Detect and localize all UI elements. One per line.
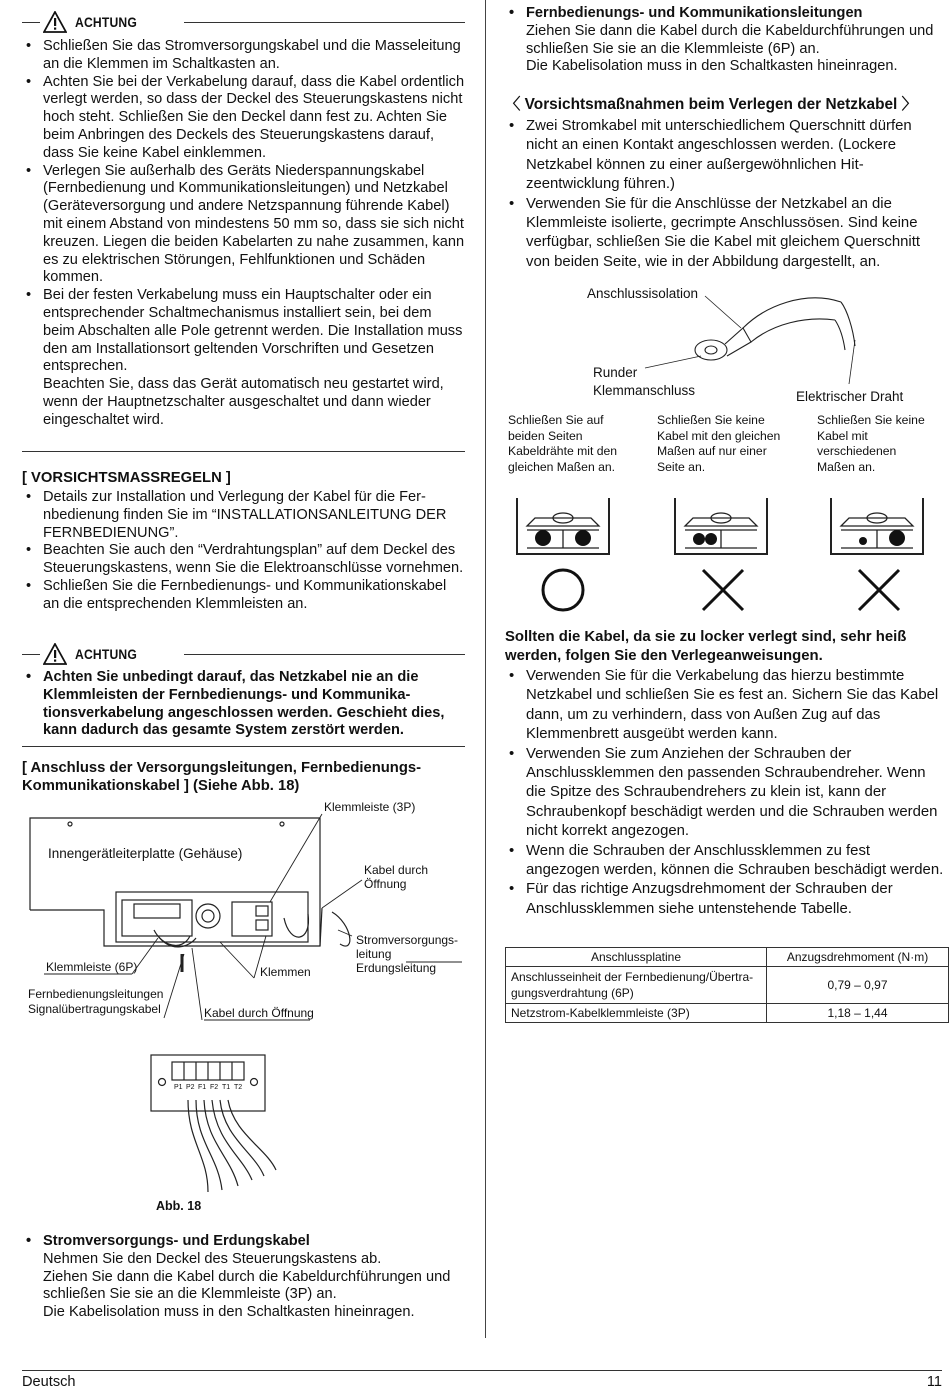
figure-label-fern-1: Fernbedienungsleitungen [28,987,164,1001]
table-cell: 1,18 – 1,44 [767,1004,949,1023]
terminal-labels [174,1084,242,1091]
terminal-label-t1: T1 [222,1084,231,1091]
figure-label-6p: Klemmleiste (6P) [46,960,138,974]
remote-line: Ziehen Sie dann die Kabel durch die Kabeldurchführungen und schließen Sie sie an die Klemmleiste (6P) an. [526,22,934,57]
figure-label-strom-2: leitung [356,947,392,961]
hot-list [505,667,945,919]
table-row [506,1004,949,1023]
list-item: • Schließen Sie das Stromversorgungskabel und die Masseleitung an die Klemmen im Schaltkasten an. [22,38,465,74]
precautions-list [22,489,465,614]
divider [22,451,465,452]
terminal-strip-diagram [148,1052,298,1202]
divider [22,746,465,747]
power-line: Nehmen Sie den Deckel des Steuerungskastens ab. [43,1250,382,1267]
figure-18-diagram [22,796,465,1032]
warning-triangle-icon [43,643,67,665]
list-item: • Zwei Stromkabel mit unterschiedlichem Querschnitt dürfen nicht an einen Kontakt angeschlossen werden. (Lockere Netzkabel können zu einer außergewöhnlichen Hitzeentwicklung führen.) [505,117,945,195]
power-title: • Stromversorgungs- und Erdungskabel [22,1233,465,1251]
figure-label-klemmen: Klemmen [260,965,311,979]
figure-label-kabel-durch-1: Kabel durch [364,863,429,877]
hot-heading: Sollten die Kabel, da sie zu locker verlegt sind, sehr heiß werden, folgen Sie den Verlegeanweisungen. [505,629,907,665]
figure-caption: Abb. 18 [156,1199,202,1213]
list-item: • Verwenden Sie zum Anziehen der Schrauben der Anschlussklemmen den passenden Schraubendreher. Wenn die Spitze des Schraubendrehers zu klein ist, kann der Schraubenkopf beschädigt werden und die Schrauben werden nicht korrekt angezogen. [505,745,945,842]
list-item: • Verlegen Sie außerhalb des Geräts Niederspannungskabel (Fernbedienung und Kommunikationsleitungen) und Netzkabel (Geräteversorgung und andere Netzspannung führende Kabel) mit einem Abstand von mindestens 50 mm so, dass sie sich nicht kreuzen. Liegen die beiden Kabelarten zu nahe zusammen, kann es zu elektrischen Störungen, Fehlfunktionen und Schäden kommen. [22,163,465,288]
mains-list [505,117,945,272]
lug-label-runder-1: Runder [593,365,638,380]
lug-label-isolation: Anschlussisolation [587,286,699,301]
power-line: Die Kabelisolation muss in den Schaltkasten hineinragen. [43,1304,415,1321]
terminal-label-p1: P1 [174,1084,183,1091]
page-number: 11 [926,1374,942,1390]
remote-title: • Fernbedienungs- und Kommunikationsleitungen [505,5,945,23]
list-item: • Schließen Sie die Fernbedienungs- und Kommunikationskabel an die entsprechenden Klemmleisten an. [22,578,465,614]
warning-list-1 [22,38,465,430]
case-text-2: Schließen Sie keine Kabel mit den gleichen Maßen auf nur einer Seite an. [657,413,781,474]
mains-heading: 〈 Vorsichtsmaßnahmen beim Verlegen der Netzkabel 〉 [505,96,917,113]
torque-table [505,947,949,1023]
table-cell: 0,79 – 0,97 [767,967,949,1004]
list-item: • Wenn die Schrauben der Anschlussklemmen zu fest angezogen werden, können die Schrauben beschädigt werden. [505,842,945,881]
table-row [506,967,949,1004]
terminal-cases-diagram [505,494,945,616]
warning-note: Beachten Sie, dass das Gerät automatisch neu gestartet wird, wenn der Hauptnetzschalter ausgeschaltet und dann wieder eingeschaltet wird. [43,376,444,428]
warning-label: ACHTUNG [75,646,138,662]
figure-label-innen: Innengerätleiterplatte (Gehäuse) [48,846,243,861]
page-footer [22,1370,942,1390]
terminal-label-t2: T2 [234,1084,243,1091]
figure-label-kabel-oeffnung: Kabel durch Öffnung [204,1006,314,1020]
lug-label-runder-2: Klemmanschluss [593,383,696,398]
column-divider [485,0,486,1338]
wrong-mark-icon [703,570,743,610]
precautions-heading: [ VORSICHTSMASSREGELN ] [22,470,231,486]
correct-mark-icon [543,570,583,610]
table-header-cell: Anschlussplatine [506,948,767,967]
list-item: • Achten Sie unbedingt darauf, das Netzkabel nie an die Klemmleisten der Fernbedienungs- und Kommunikationsverkabelung angeschlossen werden. Geschieht dies, kann dadurch das gesamte System zerstört werden. [22,669,465,740]
connection-heading: [ Anschluss der Versorgungsleitungen, Fernbedienungs-Kommunikationskabel ] (Siehe Abb. 18) [22,760,422,794]
power-line: Ziehen Sie dann die Kabel durch die Kabeldurchführungen und schließen Sie sie an die Klemmleiste (3P) an. [43,1268,451,1303]
warning-header-2 [22,643,465,665]
figure-label-strom-1: Stromversorgungs- [356,933,459,947]
case-text-3: Schließen Sie keine Kabel mit verschiedenen Maßen an. [817,413,925,474]
warning-list-2 [22,669,465,740]
table-cell: Anschlusseinheit der Fernbedienung/Übertragungsverdrahtung (6P) [506,967,767,1004]
table-header-row [506,948,949,967]
table-header-cell: Anzugsdrehmoment (N·m) [767,948,949,967]
wrong-mark-icon [859,570,899,610]
list-item: • Achten Sie bei der Verkabelung darauf, dass die Kabel ordentlich verlegt werden, so dass der Deckel des Steuerungskastens nicht hoch steht. Schließen Sie den Deckel dann fest zu. Achten Sie beim Anbringen des Deckels des Steuerungskastens darauf, dass Sie keine Kabel einklemmen. [22,74,465,163]
figure-label-kabel-durch-2: Öffnung [364,877,407,891]
figure-label-fern-2: Signalübertragungskabel [28,1002,161,1016]
remote-section [505,5,945,76]
table-cell: Netzstrom-Kabelklemmleiste (3P) [506,1004,767,1023]
figure-label-3p: Klemmleiste (3P) [324,800,416,814]
list-item: • Verwenden Sie für die Anschlüsse der Netzkabel an die Klemmleiste isolierte, gecrimpte Anschlussösen. Sind keine verfügbar, schließen Sie die Kabel mit gleichem Querschnitt von beiden Seite, wie in der Abbildung dargestellt, an. [505,195,945,273]
ring-terminal-diagram [505,280,945,410]
power-section [22,1233,465,1322]
warning-header-1 [22,11,465,33]
remote-line: Die Kabelisolation muss in den Schaltkasten hineinragen. [526,58,898,75]
list-item: • Bei der festen Verkabelung muss ein Hauptschalter oder ein entsprechender Schaltmechanismus installiert sein, bei dem beim Abschalten alle Pole getrennt werden. Die Installation muss den am Installationsort geltenden Vorschriften und Gesetzen entsprechen. [22,287,465,376]
terminal-label-f1: F1 [198,1084,207,1091]
case-text-1: Schließen Sie auf beiden Seiten Kabeldrähte mit den gleichen Maßen an. [508,413,618,474]
figure-label-erdung: Erdungsleitung [356,961,437,975]
list-item: • Verwenden Sie für die Verkabelung das hierzu bestimmte Netzkabel und schließen Sie es fest an. Sichern Sie das Kabel dann, um zu verhindern, dass von Außen Zug auf das Klemmenbrett ausgeübt werden kann. [505,667,945,745]
warning-triangle-icon [43,11,67,33]
footer-language: Deutsch [22,1374,76,1390]
terminal-label-p2: P2 [186,1084,195,1091]
list-item: • Details zur Installation und Verlegung der Kabel für die Fernbedienung finden Sie im “INSTALLATIONSANLEITUNG DER FERNBEDIENUNG”. [22,489,465,542]
lug-label-draht: Elektrischer Draht [796,389,904,404]
list-item: • Für das richtige Anzugsdrehmoment der Schrauben der Anschlussklemmen siehe untenstehende Tabelle. [505,880,945,919]
terminal-label-f2: F2 [210,1084,219,1091]
warning-label: ACHTUNG [75,14,138,30]
list-item: • Beachten Sie auch den “Verdrahtungsplan” auf dem Deckel des Steuerungskastens, wenn Sie die Elektroanschlüsse vornehmen. [22,542,465,578]
